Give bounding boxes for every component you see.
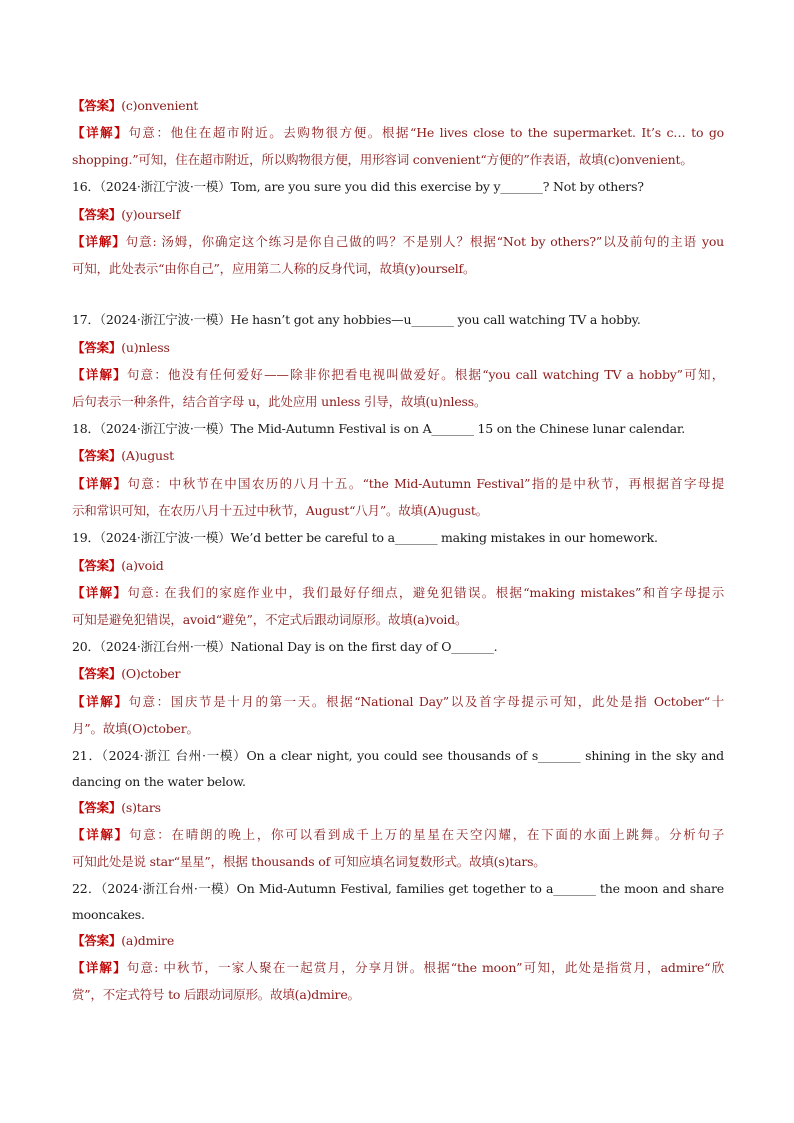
text-line-l16 <box>72 529 724 547</box>
line-text: (c)onvenient <box>121 98 199 113</box>
text-line-l29 <box>72 880 724 898</box>
text-line-l20 <box>72 638 724 656</box>
line-text: 19．（2024·浙江宁波·一模）We’d better be careful to a_______ making mistakes in our homework. <box>72 530 658 545</box>
text-line-l19 <box>72 611 724 629</box>
text-line-l14 <box>72 475 724 493</box>
text-line-l01 <box>72 97 724 115</box>
line-text: 句意：在晴朗的晚上，你可以看到成千上万的星星在天空闪耀，在下面的水面上跳舞。分析句子 <box>128 827 725 842</box>
text-line-l30 <box>72 906 724 924</box>
line-text: 示和常识可知，在农历八月十五过中秋节，August“八月”。故填(A)ugust。 <box>72 503 488 518</box>
text-line-l07 <box>72 260 724 278</box>
section-label: 【答案】 <box>72 800 122 815</box>
line-text: (s)tars <box>121 800 161 815</box>
section-label: 【详解】 <box>72 367 127 382</box>
text-line-l13 <box>72 447 724 465</box>
section-label: 【答案】 <box>72 558 122 573</box>
line-text: (a)dmire <box>121 933 175 948</box>
line-text: 后句表示一种条件，结合首字母 u，此处应用 unless 引导，故填(u)nless。 <box>72 394 487 409</box>
line-text: (a)void <box>121 558 164 573</box>
text-line-l08 <box>72 311 724 329</box>
line-text: 可知此处是说 star“星星”，根据 thousands of 可知应填名词复数形式。故填(s)tars。 <box>72 854 546 869</box>
text-line-l32 <box>72 959 724 977</box>
line-text: (y)ourself <box>121 207 181 222</box>
text-line-l31 <box>72 932 724 950</box>
text-line-l24 <box>72 747 724 765</box>
text-line-l11 <box>72 393 724 411</box>
line-text: 可知，此处表示“由你自己”，应用第二人称的反身代词，故填(y)ourself。 <box>72 261 476 276</box>
text-line-l09 <box>72 339 724 357</box>
section-label: 【答案】 <box>72 207 122 222</box>
section-label: 【详解】 <box>72 476 128 491</box>
section-label: 【答案】 <box>72 98 122 113</box>
text-line-l04 <box>72 178 724 196</box>
text-line-l02 <box>72 124 724 142</box>
section-label: 【详解】 <box>72 585 128 600</box>
section-label: 【答案】 <box>72 933 122 948</box>
text-line-l27 <box>72 826 724 844</box>
text-line-l21 <box>72 665 724 683</box>
section-label: 【答案】 <box>72 340 122 355</box>
line-text: 可知是避免犯错误，avoid“避免”，不定式后跟动词原形。故填(a)void。 <box>72 612 468 627</box>
line-text: 21．（2024·浙江 台州·一模）On a clear night, you could see thousands of s_______ shining in the sky and <box>72 748 724 763</box>
line-text: dancing on the water below. <box>72 774 246 789</box>
text-line-l17 <box>72 557 724 575</box>
line-text: 月”。故填(O)ctober。 <box>72 721 199 736</box>
text-line-l12 <box>72 420 724 438</box>
text-line-l25 <box>72 773 724 791</box>
text-line-l03 <box>72 151 724 169</box>
text-line-l15 <box>72 502 724 520</box>
line-text: 句意: 汤姆，你确定这个练习是你自己做的吗？不是别人？根据“Not by others?”以及前句的主语 you <box>125 234 724 249</box>
line-text: 22．（2024·浙江台州·一模）On Mid-Autumn Festival, families get together to a_______ the moon and share <box>72 881 724 896</box>
text-line-l18 <box>72 584 724 602</box>
section-label: 【详解】 <box>72 827 129 842</box>
line-text: 句意：国庆节是十月的第一天。根据“National Day”以及首字母提示可知，此处是指 October“十 <box>128 694 725 709</box>
text-line-l06 <box>72 233 724 251</box>
line-text: (O)ctober <box>121 666 181 681</box>
line-text: shopping.”可知，住在超市附近，所以购物很方便，用形容词 convenient“方便的”作表语，故填(c)onvenient。 <box>72 152 693 167</box>
line-text: 句意：他没有任何爱好——除非你把看电视叫做爱好。根据“you call watching TV a hobby”可知， <box>126 367 724 382</box>
text-line-l22 <box>72 693 724 711</box>
section-label: 【详解】 <box>72 694 129 709</box>
line-text: (u)nless <box>121 340 170 355</box>
text-line-l28 <box>72 853 724 871</box>
line-text: 18．（2024·浙江宁波·一模）The Mid-Autumn Festival is on A_______ 15 on the Chinese lunar calendar. <box>72 421 686 436</box>
line-text: 赏”，不定式符号 to 后跟动词原形。故填(a)dmire。 <box>72 987 360 1002</box>
line-text: mooncakes. <box>72 907 145 922</box>
text-line-l23 <box>72 720 724 738</box>
line-text: (A)ugust <box>121 448 174 463</box>
line-text: 句意：中秋节在中国农历的八月十五。“the Mid-Autumn Festival”指的是中秋节，再根据首字母提 <box>127 476 724 491</box>
text-line-l05 <box>72 206 724 224</box>
section-label: 【详解】 <box>72 960 127 975</box>
section-label: 【答案】 <box>72 448 122 463</box>
section-label: 【答案】 <box>72 666 122 681</box>
section-label: 【详解】 <box>72 125 129 140</box>
line-text: 16．（2024·浙江宁波·一模）Tom, are you sure you did this exercise by y_______? Not by others? <box>72 179 644 194</box>
section-label: 【详解】 <box>72 234 126 249</box>
line-text: 句意: 在我们的家庭作业中，我们最好仔细点，避免犯错误。根据“making mistakes”和首字母提示 <box>127 585 725 600</box>
text-line-l33 <box>72 986 724 1004</box>
text-line-l26 <box>72 799 724 817</box>
line-text: 句意：他住在超市附近。去购物很方便。根据“He lives close to the supermarket. It’s c… to go <box>128 125 724 140</box>
line-text: 20．（2024·浙江台州·一模）National Day is on the first day of O_______. <box>72 639 498 654</box>
text-line-l10 <box>72 366 724 384</box>
line-text: 17．（2024·浙江宁波·一模）He hasn’t got any hobbies—u_______ you call watching TV a hobby. <box>72 312 641 327</box>
line-text: 句意: 中秋节，一家人聚在一起赏月，分享月饼。根据“the moon”可知，此处是指赏月，admire“欣 <box>126 960 724 975</box>
